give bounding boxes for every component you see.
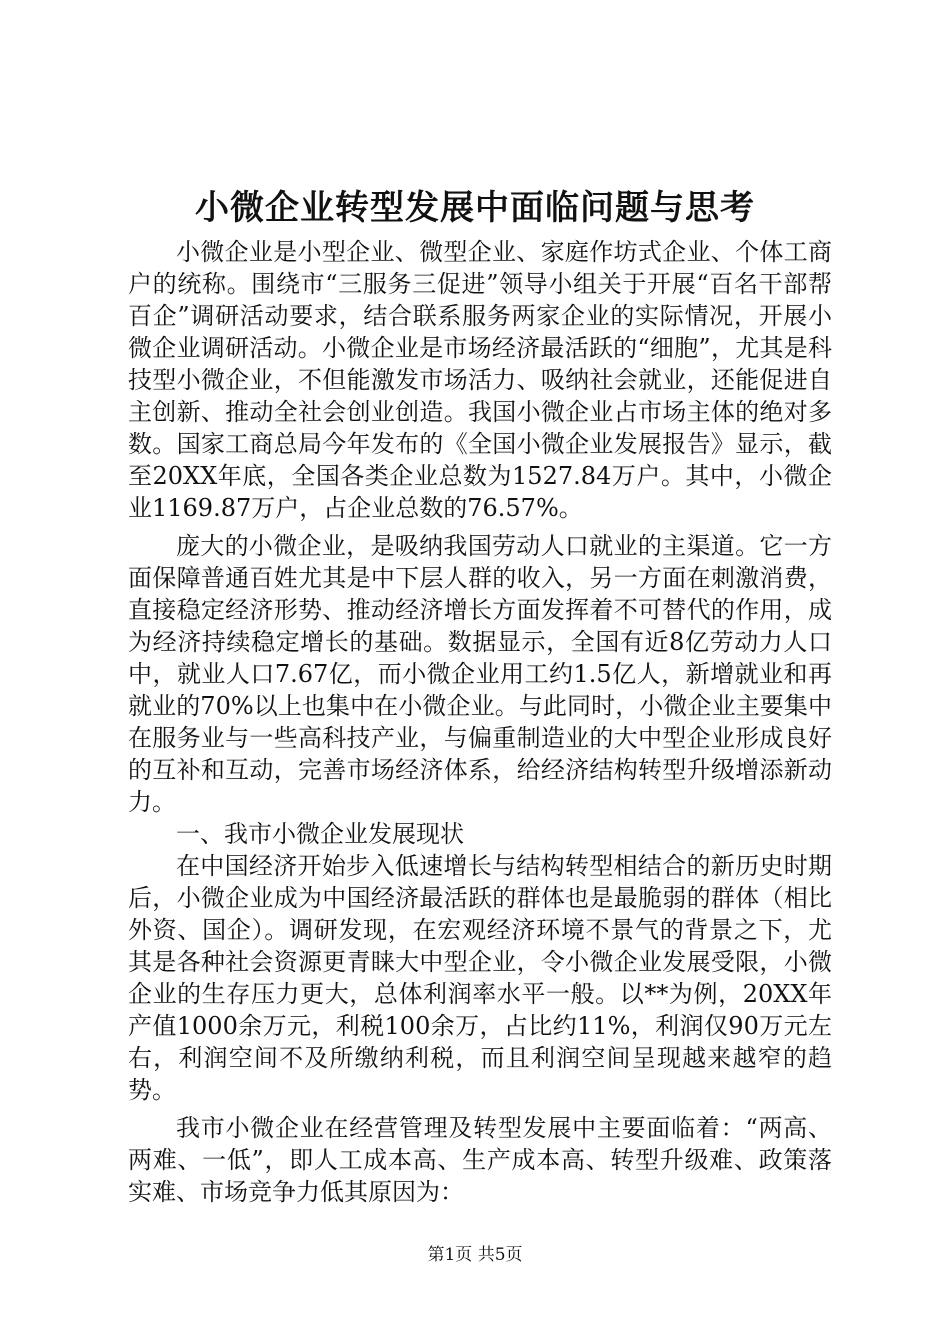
paragraph-status: 在中国经济开始步入低速增长与结构转型相结合的新历史时期后，小微企业成为中国经济最活跃的群体也是最脆弱的群体（相比外资、国企）。调研发现，在宏观经济环境不景气的背景之下，尤其是各种社会资源更青睐大中型企业，令小微企业发展受限，小微企业的生存压力更大，总体利润率水平一般。以**为例，20XX年产值1000余万元，利税100余万，占比约11%，利润仅90万元左右，利润空间不及所缴纳利税，而且利润空间呈现越来越窄的趋势。	[128, 852, 832, 1104]
paragraph-challenges: 我市小微企业在经营管理及转型发展中主要面临着：“两高、两难、一低”，即人工成本高、生产成本高、转型升级难、政策落实难、市场竞争力低其原因为：	[128, 1114, 832, 1206]
paragraph-employment: 庞大的小微企业，是吸纳我国劳动人口就业的主渠道。它一方面保障普通百姓尤其是中下层人群的收入，另一方面在刺激消费，直接稳定经济形势、推动经济增长方面发挥着不可替代的作用，成为经济持续稳定增长的基础。数据显示，全国有近8亿劳动力人口中，就业人口7.67亿，而小微企业用工约1.5亿人，新增就业和再就业的70%以上也集中在小微企业。与此同时，小微企业主要集中在服务业与一些高科技产业，与偏重制造业的大中型企业形成良好的互补和互动，完善市场经济体系，给经济结构转型升级增添新动力。	[128, 532, 832, 816]
document-title: 小微企业转型发展中面临问题与思考	[195, 188, 755, 228]
section-heading-status: 一、我市小微企业发展现状	[176, 820, 464, 848]
page-footer: 第1页 共5页	[427, 1245, 523, 1265]
paragraph-intro: 小微企业是小型企业、微型企业、家庭作坊式企业、个体工商户的统称。围绕市“三服务三促进”领导小组关于开展“百名干部帮百企”调研活动要求，结合联系服务两家企业的实际情况，开展小微企业调研活动。小微企业是市场经济最活跃的“细胞”，尤其是科技型小微企业，不但能激发市场活力、吸纳社会就业，还能促进自主创新、推动全社会创业创造。我国小微企业占市场主体的绝对多数。国家工商总局今年发布的《全国小微企业发展报告》显示，截至20XX年底，全国各类企业总数为1527.84万户。其中，小微企业1169.87万户，占企业总数的76.57%。	[128, 238, 832, 522]
document-body	[128, 236, 832, 1208]
